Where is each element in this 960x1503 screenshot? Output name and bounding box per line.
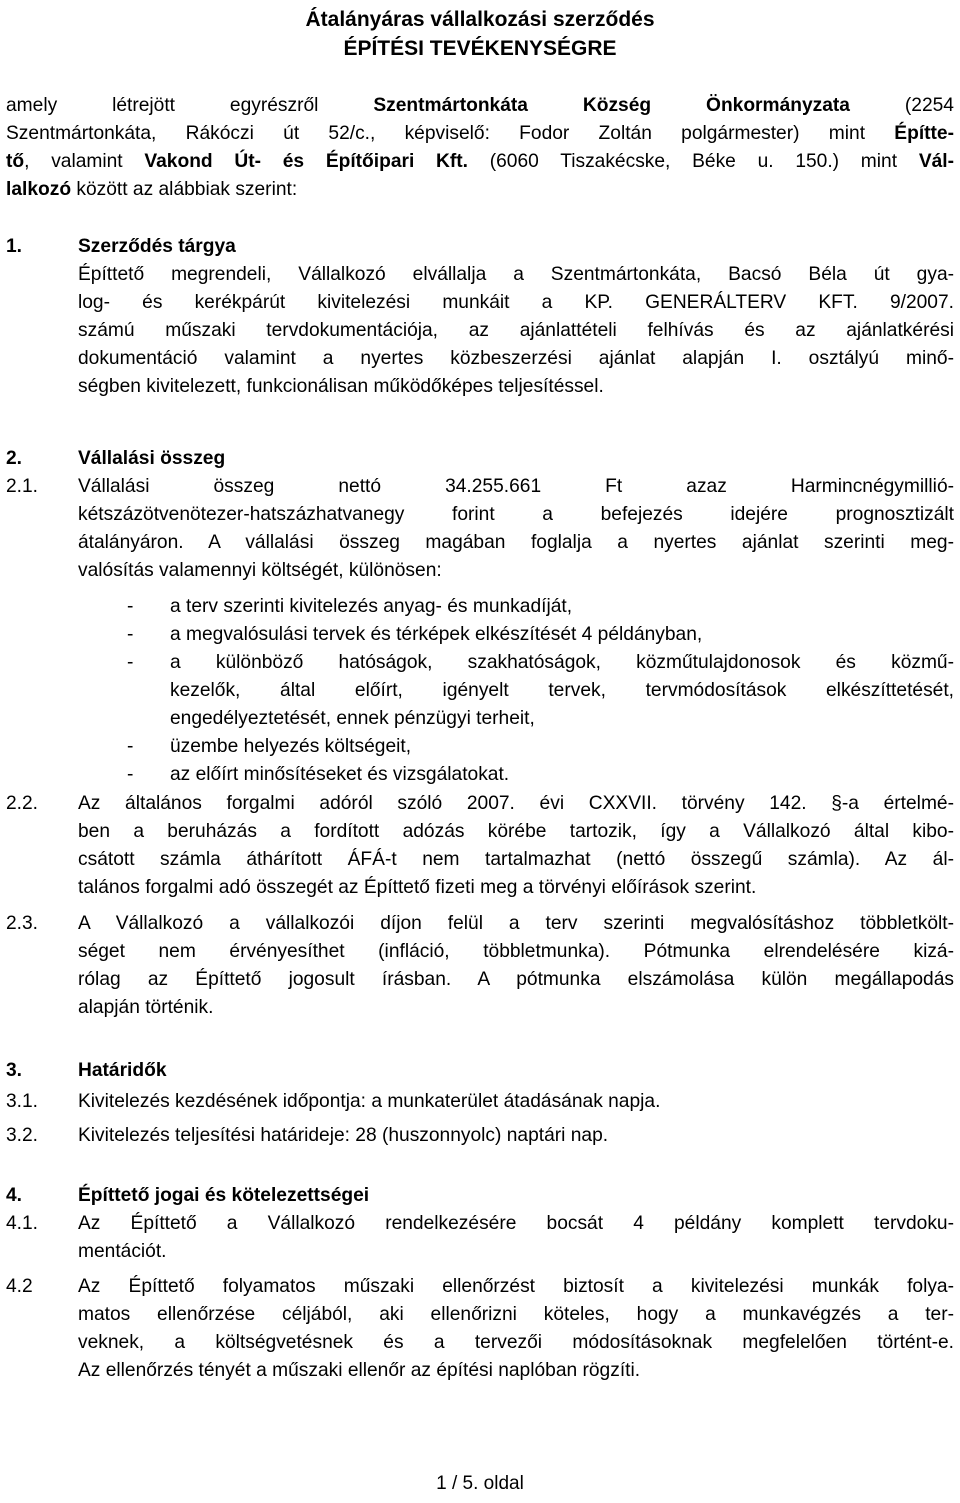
bullet-item: az előírt minősítéseket és vizsgálatokat. [170, 764, 510, 785]
clause-3-1-number: 3.1. [6, 1091, 39, 1112]
page-number: 1 / 5. oldal [436, 1473, 524, 1494]
section-4-number: 4. [6, 1185, 23, 1206]
intro-line-2: Szentmártonkáta, Rákóczi út 52/c., képviselő: Fodor Zoltán polgármester) mint Építte- [6, 123, 954, 144]
section-3-heading: Határidők [78, 1060, 167, 1081]
clause-2-2-number: 2.2. [6, 793, 39, 814]
section-3-number: 3. [6, 1060, 23, 1081]
bullet-dash: - [127, 736, 134, 757]
clause-4-2-line: Az ellenőrzés tényét a műszaki ellenőr az építési naplóban rögzíti. [78, 1360, 641, 1381]
bullet-item: a terv szerinti kivitelezés anyag- és munkadíját, [170, 596, 573, 617]
intro-line-1: amely létrejött egyrészről Szentmártonkáta Község Önkormányzata (2254 [6, 95, 954, 116]
bullet-dash: - [127, 652, 134, 673]
clause-2-3-line: séget nem érvényesíthet (infláció, többletmunka). Pótmunka elrendelésére kizá- [78, 941, 954, 962]
clause-2-2-line: Az általános forgalmi adóról szóló 2007. évi CXXVII. törvény 142. §-a értelmé- [78, 793, 954, 814]
clause-2-2-line: ben a beruházás a fordított adózás körébe tartozik, így a Vállalkozó által kibo- [78, 821, 954, 842]
clause-2-1-line: átalányáron. A vállalási összeg magában foglalja a nyertes ajánlat szerinti meg- [78, 532, 954, 553]
clause-4-2-line: veknek, a költségvetésnek és a tervezői módosításoknak megfelelően történt-e. [78, 1332, 954, 1353]
clause-2-1-line: valósítás valamennyi költségét, különösen: [78, 560, 442, 581]
clause-2-2-line: csátott számla áthárított ÁFÁ-t nem tartalmazhat (nettó összegű számla). Az ál- [78, 849, 954, 870]
section-1-line: Építtető megrendeli, Vállalkozó elvállalja a Szentmártonkáta, Bacsó Béla út gya- [78, 264, 954, 285]
section-1-heading: Szerződés tárgya [78, 236, 236, 257]
clause-4-1-line: Az Építtető a Vállalkozó rendelkezésére bocsát 4 példány komplett tervdoku- [78, 1213, 954, 1234]
intro-line-3: tő, valamint Vakond Út- és Építőipari Kft. (6060 Tiszakécske, Béke u. 150.) mint Vál- [6, 151, 955, 172]
section-1-line: ségben kivitelezett, funkcionálisan működőképes teljesítéssel. [78, 376, 604, 397]
document-subtitle: ÉPÍTÉSI TEVÉKENYSÉGRE [343, 37, 617, 60]
document-title: Átalányáras vállalkozási szerződés [305, 8, 655, 31]
party-name-contractor: Vakond Út- és Építőipari Kft. [144, 151, 468, 172]
clause-2-3-number: 2.3. [6, 913, 39, 934]
clause-2-1-line: Vállalási összeg nettó 34.255.661 Ft azaz Harmincnégymillió- [78, 476, 954, 497]
section-1-line: számú műszaki tervdokumentációja, az ajánlattételi felhívás és az ajánlatkérési [78, 320, 954, 341]
clause-2-3-line: A Vállalkozó a vállalkozói díjon felül a terv szerinti megvalósításhoz többletkölt- [78, 913, 954, 934]
clause-3-1-text: Kivitelezés kezdésének időpontja: a munkaterület átadásának napja. [78, 1091, 661, 1112]
bullet-dash: - [127, 624, 134, 645]
clause-2-1-number: 2.1. [6, 476, 39, 497]
bullet-dash: - [127, 764, 134, 785]
clause-3-2-number: 3.2. [6, 1125, 39, 1146]
section-1-line: log- és kerékpárút kivitelezési munkáit a KP. GENERÁLTERV KFT. 9/2007. [78, 292, 954, 313]
clause-2-1-line: kétszázötvenötezer-hatszázhatvanegy forint a befejezés idejére prognosztizált [78, 504, 954, 525]
bullet-item: a megvalósulási tervek és térképek elkészítését 4 példányban, [170, 624, 703, 645]
clause-4-1-number: 4.1. [6, 1213, 39, 1234]
bullet-item-continued: kezelők, által előírt, igényelt tervek, tervmódosítások elkészíttetését, [170, 680, 954, 701]
clause-2-3-line: alapján történik. [78, 997, 214, 1018]
party-name-client: Szentmártonkáta Község Önkormányzata [373, 95, 850, 116]
clause-2-3-line: rólag az Építtető jogosult írásban. A pótmunka elszámolása külön megállapodás [78, 969, 954, 990]
section-2-heading: Vállalási összeg [78, 448, 226, 469]
section-1-line: dokumentáció valamint a nyertes közbeszerzési ajánlat alapján I. osztályú minő- [78, 348, 954, 369]
bullet-item-continued: engedélyeztetését, ennek pénzügyi terheit, [170, 708, 535, 729]
clause-3-2-text: Kivitelezés teljesítési határideje: 28 (huszonnyolc) naptári nap. [78, 1125, 609, 1146]
clause-4-2-line: Az Építtető folyamatos műszaki ellenőrzést biztosít a kivitelezési munkák folya- [78, 1276, 954, 1297]
clause-4-2-number: 4.2 [6, 1276, 33, 1297]
section-2-number: 2. [6, 448, 23, 469]
section-4-heading: Építtető jogai és kötelezettségei [78, 1185, 370, 1206]
intro-line-4: lalkozó között az alábbiak szerint: [6, 179, 298, 200]
clause-4-2-line: matos ellenőrzése céljából, aki ellenőrizni köteles, hogy a munkavégzés a ter- [78, 1304, 954, 1325]
section-1-number: 1. [6, 236, 23, 257]
bullet-item: üzembe helyezés költségeit, [170, 736, 412, 757]
clause-4-1-line: mentációt. [78, 1241, 167, 1262]
bullet-item: a különböző hatóságok, szakhatóságok, közműtulajdonosok és közmű- [170, 652, 954, 673]
clause-2-2-line: talános forgalmi adó összegét az Építtető fizeti meg a törvényi előírások szerint. [78, 877, 757, 898]
bullet-dash: - [127, 596, 134, 617]
